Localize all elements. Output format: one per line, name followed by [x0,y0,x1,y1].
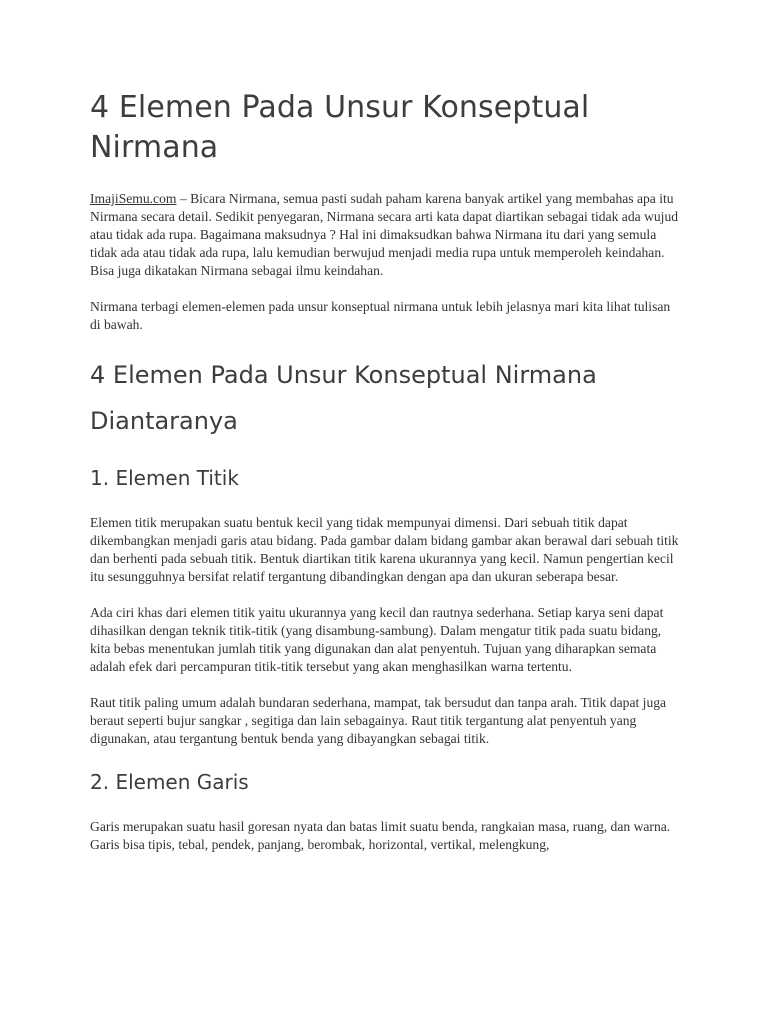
source-link[interactable]: ImajiSemu.com [90,191,177,206]
section-heading-garis: 2. Elemen Garis [90,770,249,794]
titik-paragraph-2: Ada ciri khas dari elemen titik yaitu ukurannya yang kecil dan rautnya sederhana. Setiap karya seni dapat dihasilkan dengan teknik titik-titik (yang disambung-sambung). Dalam mengatur titik pada suatu bidang, kita bebas menentukan jumlah titik yang digunakan dan alat penyentuh. Tujuan yang diharapkan semata adalah efek dari percampuran titik-titik tersebut yang akan menghasilkan warna tertentu. [90,605,664,674]
garis-paragraph-1: Garis merupakan suatu hasil goresan nyata dan batas limit suatu benda, rangkaian masa, ruang, dan warna. Garis bisa tipis, tebal, pendek, panjang, berombak, horizontal, vertikal, melengkung, [90,819,671,852]
titik-paragraph-1: Elemen titik merupakan suatu bentuk kecil yang tidak mempunyai dimensi. Dari sebuah titik dapat dikembangkan menjadi garis atau bidang. Pada gambar dalam bidang gambar akan berawal dari sebuah titik dan berhenti pada sebuah titik. Bentuk diartikan titik karena ukurannya yang kecil. Namun pengertian kecil itu sesungguhnya bersifat relatif tergantung dibandingkan dengan apa dan ukuran seberapa besar. [90,515,679,584]
article-title: 4 Elemen Pada Unsur Konseptual Nirmana [90,90,590,165]
titik-paragraph-3: Raut titik paling umum adalah bundaran sederhana, mampat, tak bersudut dan tanpa arah. Titik dapat juga beraut seperti bujur sangkar , segitiga dan lain sebagainya. Raut titik tergantung alat penyentuh yang digunakan, atau tergantung bentuk benda yang dibayangkan sebagai titik. [90,695,667,746]
section-heading-titik: 1. Elemen Titik [90,466,239,490]
intro-paragraph-2: Nirmana terbagi elemen-elemen pada unsur konseptual nirmana untuk lebih jelasnya mari kita lihat tulisan di bawah. [90,299,671,332]
article [90,88,680,872]
section-heading: 4 Elemen Pada Unsur Konseptual Nirmana Diantaranya [90,361,597,435]
intro-paragraph [90,190,680,280]
intro-text: – Bicara Nirmana, semua pasti sudah paham karena banyak artikel yang membahas apa itu Nirmana secara detail. Sedikit penyegaran, Nirmana secara arti kata dapat diartikan sebagai tidak ada wujud atau tidak ada rupa. Bagaimana maksudnya ? Hal ini dimaksudkan bahwa Nirmana itu dari yang semula tidak ada atau tidak ada rupa, lalu kemudian berwujud menjadi media rupa untuk memperoleh keindahan. Bisa juga dikatakan Nirmana sebagai ilmu keindahan. [90,191,679,278]
